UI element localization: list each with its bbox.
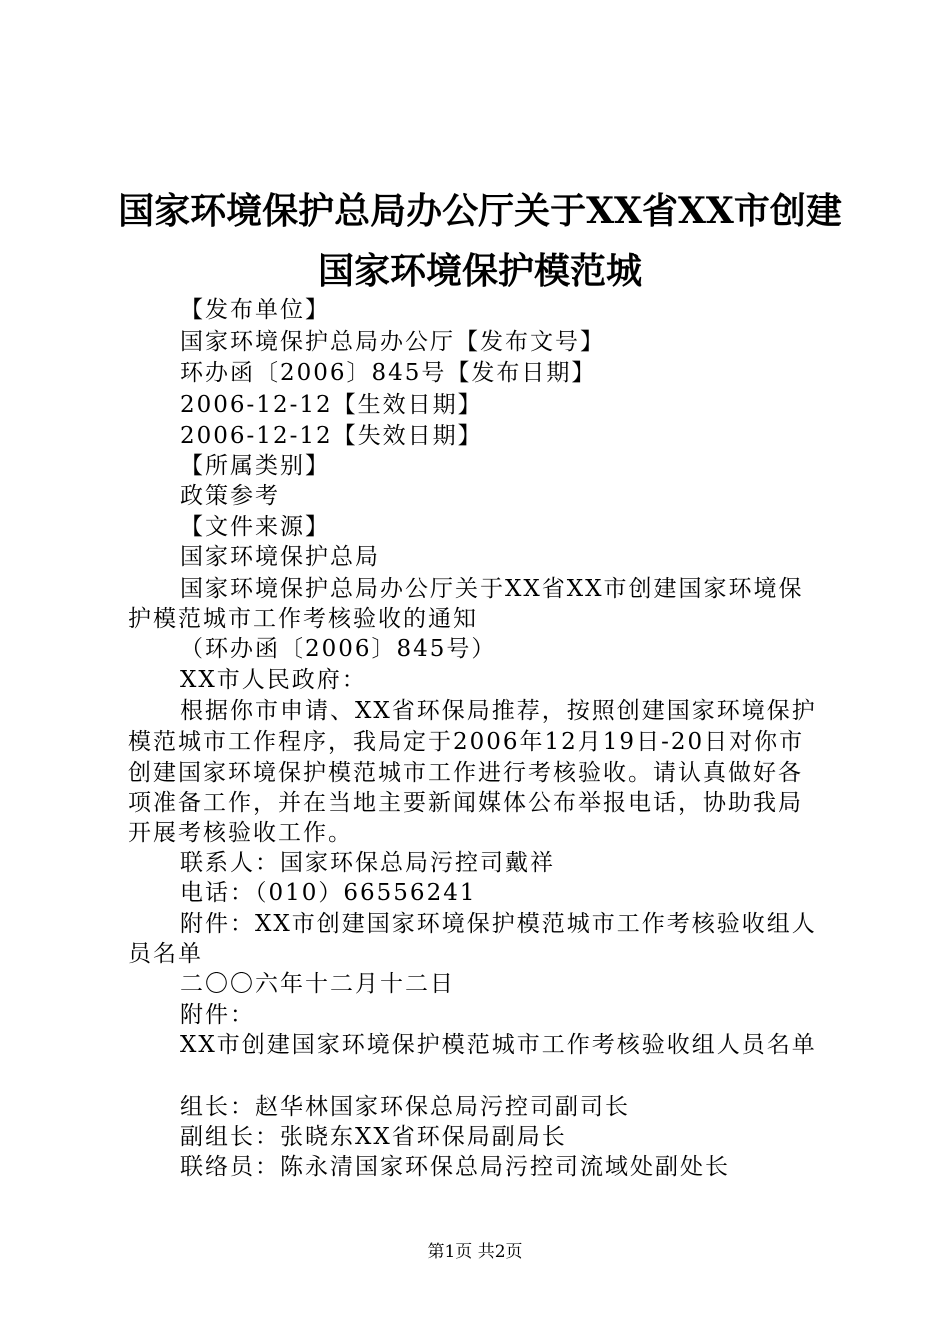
issue-date: 二〇〇六年十二月十二日 [180, 971, 455, 997]
attachment-note-line-1: 附件：XX市创建国家环境保护模范城市工作考核验收组人 [180, 911, 817, 937]
notice-title-line-2: 护模范城市工作考核验收的通知 [128, 606, 478, 632]
source-value: 国家环境保护总局 [180, 544, 380, 570]
effective-date-and-expiry-label: 2006-12-12【失效日期】 [180, 423, 483, 449]
body-paragraph-line: 模范城市工作程序，我局定于2006年12月19日-20日对你市 [128, 729, 805, 755]
body-paragraph-line: 开展考核验收工作。 [128, 820, 353, 846]
category-value: 政策参考 [180, 483, 280, 509]
contact-phone: 电话：（010）66556241 [180, 880, 477, 906]
page-footer: 第1页 共2页 [427, 1242, 523, 1262]
attachment-heading: 附件： [180, 1002, 255, 1028]
addressee: XX市人民政府： [180, 667, 367, 693]
body-paragraph-line: 根据你市申请、XX省环保局推荐，按照创建国家环境保护 [180, 698, 817, 724]
contact-person: 联系人：国家环保总局污控司戴祥 [180, 850, 555, 876]
attachment-note-line-2: 员名单 [128, 941, 203, 967]
body-paragraph-line: 创建国家环境保护模范城市工作进行考核验收。请认真做好各 [128, 760, 803, 786]
publisher-and-doc-number-label: 国家环境保护总局办公厅【发布文号】 [180, 329, 605, 355]
doc-number-and-publish-date-label: 环办函〔2006〕845号【发布日期】 [180, 360, 597, 386]
label-source: 【文件来源】 [180, 514, 330, 540]
team-leader: 组长：赵华林国家环保总局污控司副司长 [180, 1094, 630, 1120]
deputy-team-leader: 副组长：张晓东XX省环保局副局长 [180, 1124, 567, 1150]
notice-number: （环办函〔2006〕845号） [180, 636, 497, 662]
publish-date-and-effective-label: 2006-12-12【生效日期】 [180, 392, 483, 418]
body-paragraph-line: 项准备工作，并在当地主要新闻媒体公布举报电话，协助我局 [128, 790, 803, 816]
liaison-officer: 联络员：陈永清国家环保总局污控司流域处副处长 [180, 1154, 730, 1180]
document-title-line-1: 国家环境保护总局办公厅关于XX省XX市创建 [118, 190, 842, 232]
label-category: 【所属类别】 [180, 453, 330, 479]
notice-title-line-1: 国家环境保护总局办公厅关于XX省XX市创建国家环境保 [180, 576, 804, 602]
document-title-line-2: 国家环境保护模范城 [317, 250, 642, 292]
label-publisher: 【发布单位】 [180, 297, 330, 323]
attachment-title: XX市创建国家环境保护模范城市工作考核验收组人员名单 [180, 1032, 817, 1058]
